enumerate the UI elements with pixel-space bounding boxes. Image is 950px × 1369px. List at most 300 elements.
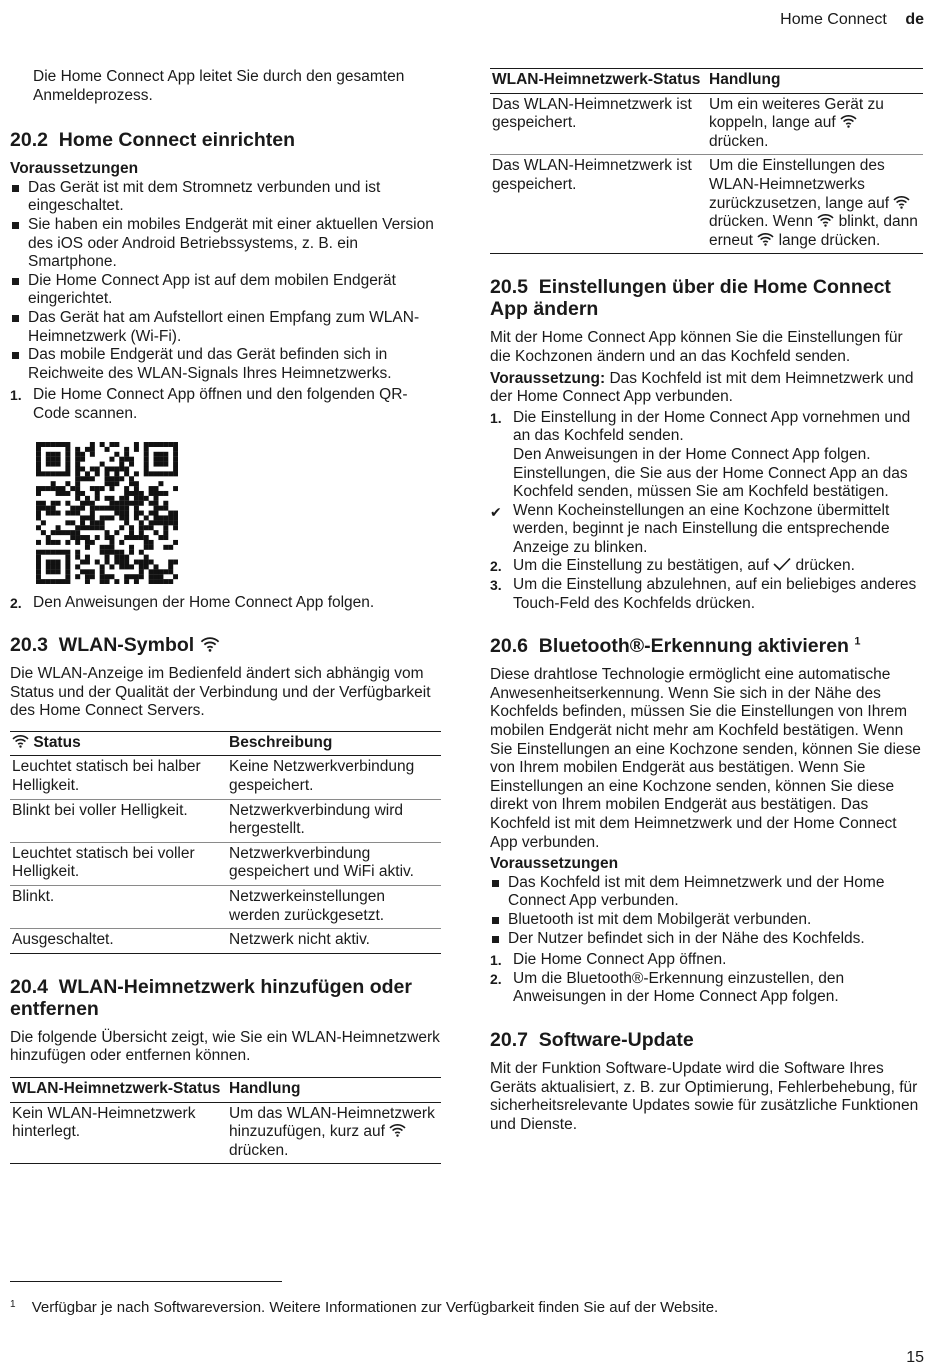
qr-module (65, 564, 70, 569)
qr-module (124, 554, 129, 559)
qr-module (36, 569, 41, 574)
qr-module (70, 505, 75, 510)
qr-module (168, 559, 173, 564)
qr-module (134, 515, 139, 520)
intro-text: Die Home Connect App leitet Sie durch den gesamten Anmeldeprozess. (33, 68, 405, 104)
qr-module (109, 442, 114, 447)
qr-module (134, 486, 139, 491)
qr-module (144, 451, 149, 456)
qr-module (90, 505, 95, 510)
qr-module (75, 471, 80, 476)
qr-module (41, 471, 46, 476)
qr-module (75, 476, 80, 481)
qr-module (149, 544, 154, 549)
qr-module (56, 549, 61, 554)
qr-module (173, 520, 178, 525)
qr-module (56, 461, 61, 466)
qr-module (119, 510, 124, 515)
qr-module (154, 579, 159, 584)
section-text: Die folgende Übersicht zeigt, wie Sie ein WLAN-Heimnetzwerk hinzufügen oder entfernen können. (10, 1028, 440, 1065)
qr-module (144, 442, 149, 447)
section-number: 20.7 (490, 1028, 528, 1051)
qr-module (60, 442, 65, 447)
step-item (10, 386, 441, 423)
qr-module (154, 520, 159, 525)
step-number: 2. (10, 594, 22, 611)
qr-module (51, 461, 56, 466)
qr-module (124, 466, 129, 471)
qr-module (51, 505, 56, 510)
qr-module (75, 461, 80, 466)
qr-module (119, 515, 124, 520)
qr-module (65, 559, 70, 564)
qr-module (75, 466, 80, 471)
qr-module (173, 451, 178, 456)
qr-module (149, 486, 154, 491)
qr-module (90, 510, 95, 515)
qr-module (75, 446, 80, 451)
qr-module (80, 525, 85, 530)
right-column (490, 68, 923, 1134)
qr-module (149, 510, 154, 515)
qr-module (149, 500, 154, 505)
qr-module (56, 456, 61, 461)
table-cell: Netzwerkverbindung wird hergestellt. (229, 801, 404, 838)
step-number: 1. (10, 387, 22, 404)
qr-module (168, 520, 173, 525)
qr-module (109, 476, 114, 481)
qr-module (144, 525, 149, 530)
step-text: Den Anweisungen der Home Connect App folgen. (33, 593, 375, 611)
qr-module (168, 510, 173, 515)
qr-module (105, 495, 110, 500)
qr-module (60, 490, 65, 495)
prerequisites-list (490, 874, 923, 948)
qr-module (65, 490, 70, 495)
qr-module (154, 456, 159, 461)
section-text: Mit der Funktion Software-Update wird die Software Ihres Geräts aktualisiert, z. B. zur Optimierung, Fehlerbehebung, für sicherheitsrelevante Updates sowie für zusätzliche Funktionen und Dienste. (490, 1059, 919, 1133)
wifi-icon (893, 195, 910, 209)
qr-module (75, 510, 80, 515)
qr-module (100, 461, 105, 466)
qr-module (124, 451, 129, 456)
qr-module (105, 471, 110, 476)
qr-module (36, 471, 41, 476)
qr-module (129, 500, 134, 505)
qr-module (95, 486, 100, 491)
qr-module (144, 515, 149, 520)
qr-module (90, 451, 95, 456)
qr-module (80, 535, 85, 540)
qr-module (65, 530, 70, 535)
qr-module (36, 442, 41, 447)
step-text: Den Anweisungen in der Home Connect App folgen. (513, 445, 871, 463)
header-brand: Home Connect (780, 11, 887, 28)
qr-module (173, 442, 178, 447)
qr-module (51, 451, 56, 456)
qr-module (173, 574, 178, 579)
qr-module (139, 495, 144, 500)
qr-module (56, 559, 61, 564)
qr-module (85, 515, 90, 520)
qr-module (158, 574, 163, 579)
steps-list (490, 409, 923, 502)
qr-module (90, 466, 95, 471)
section-title: Bluetooth®-Erkennung aktivieren (538, 635, 849, 658)
qr-module (46, 535, 51, 540)
footnote-text: Verfügbar je nach Softwareversion. Weitere Informationen zur Verfügbarkeit finden Sie auf der Website. (31, 1299, 719, 1316)
list-item: Das Kochfeld ist mit dem Heimnetzwerk und der Home Connect App verbunden. (490, 874, 923, 911)
qr-module (100, 505, 105, 510)
result-text: Wenn Kocheinstellungen an eine Kochzone übermittelt werden, beginnt je nach Einstellung die entsprechende Anzeige zu blinken. (513, 501, 890, 556)
qr-module (114, 471, 119, 476)
qr-module (90, 574, 95, 579)
cell-text: blinkt, dann erneut (709, 213, 918, 249)
step-item (490, 557, 923, 576)
qr-module (36, 466, 41, 471)
qr-module (36, 574, 41, 579)
qr-module (124, 505, 129, 510)
qr-module (36, 564, 41, 569)
table-cell (707, 93, 923, 155)
section-20-6-heading (490, 635, 923, 657)
qr-module (134, 505, 139, 510)
qr-module (114, 476, 119, 481)
qr-module (95, 495, 100, 500)
qr-module (70, 530, 75, 535)
qr-module (129, 549, 134, 554)
qr-module (154, 500, 159, 505)
checkmark-icon (773, 557, 791, 571)
qr-module (85, 574, 90, 579)
qr-module (56, 451, 61, 456)
qr-module (114, 505, 119, 510)
qr-module (41, 505, 46, 510)
qr-module (119, 539, 124, 544)
qr-module (119, 500, 124, 505)
qr-module (100, 569, 105, 574)
qr-module (134, 471, 139, 476)
qr-module (168, 564, 173, 569)
qr-module (85, 476, 90, 481)
qr-module (124, 535, 129, 540)
qr-module (46, 549, 51, 554)
qr-module (60, 530, 65, 535)
qr-module (36, 451, 41, 456)
footnote-marker: 1 (854, 635, 861, 648)
qr-module (163, 490, 168, 495)
section-20-7-heading (490, 1029, 923, 1051)
prerequisites-label: Voraussetzungen (490, 855, 619, 873)
qr-module (154, 510, 159, 515)
qr-module (168, 569, 173, 574)
qr-module (149, 520, 154, 525)
qr-module (163, 461, 168, 466)
step-number: 2. (490, 558, 502, 575)
qr-module (51, 481, 56, 486)
qr-module (51, 564, 56, 569)
qr-module (114, 451, 119, 456)
qr-module (95, 525, 100, 530)
qr-module (124, 495, 129, 500)
table-cell: Netzwerkverbindung gespeichert und WiFi aktiv. (229, 844, 414, 881)
qr-module (134, 490, 139, 495)
cell-text: Um die Einstellungen des WLAN-Heimnetzwerks zurückzusetzen, lange auf (709, 157, 890, 212)
qr-module (149, 579, 154, 584)
qr-module (109, 495, 114, 500)
qr-module (158, 451, 163, 456)
qr-module (109, 544, 114, 549)
qr-module (134, 442, 139, 447)
qr-module (129, 564, 134, 569)
qr-module (85, 525, 90, 530)
qr-module (173, 456, 178, 461)
qr-module (36, 500, 41, 505)
qr-module (168, 515, 173, 520)
qr-module (100, 520, 105, 525)
column-header-status: WLAN-Heimnetzwerk-Status (12, 1080, 221, 1097)
table-cell (707, 155, 923, 254)
qr-module (65, 510, 70, 515)
qr-module (144, 495, 149, 500)
qr-module (46, 539, 51, 544)
qr-module (149, 569, 154, 574)
qr-module (173, 510, 178, 515)
qr-module (149, 574, 154, 579)
qr-module (75, 525, 80, 530)
prerequisite-text: Das Kochfeld ist mit dem Heimnetzwerk und der Home Connect App verbunden. (490, 369, 914, 406)
qr-module (139, 535, 144, 540)
qr-module (46, 569, 51, 574)
qr-module (163, 535, 168, 540)
table-cell: Das WLAN-Heimnetzwerk ist gespeichert. (492, 95, 692, 132)
qr-module (80, 569, 85, 574)
qr-module (56, 539, 61, 544)
qr-module (51, 442, 56, 447)
steps-list (490, 951, 923, 1007)
qr-module (124, 515, 129, 520)
qr-module (36, 510, 41, 515)
section-title: Einstellungen über die Home Connect App ändern (490, 276, 891, 321)
page-header (780, 11, 924, 30)
qr-module (124, 574, 129, 579)
qr-module (134, 510, 139, 515)
qr-module (154, 495, 159, 500)
qr-module (51, 456, 56, 461)
qr-module (65, 471, 70, 476)
qr-module (163, 456, 168, 461)
table-cell: Blinkt bei voller Helligkeit. (12, 801, 188, 819)
qr-module (119, 554, 124, 559)
qr-module (75, 505, 80, 510)
qr-module (56, 579, 61, 584)
qr-module (65, 466, 70, 471)
step-item (490, 409, 923, 502)
qr-module (51, 539, 56, 544)
qr-module (144, 539, 149, 544)
table-cell: Das WLAN-Heimnetzwerk ist gespeichert. (492, 157, 692, 193)
qr-module (144, 554, 149, 559)
qr-module (154, 451, 159, 456)
qr-module (75, 564, 80, 569)
qr-module (100, 564, 105, 569)
qr-module (173, 515, 178, 520)
qr-module (109, 539, 114, 544)
qr-module (65, 520, 70, 525)
qr-module (129, 456, 134, 461)
qr-module (144, 535, 149, 540)
table-cell: Leuchtet statisch bei voller Helligkeit. (12, 844, 195, 881)
qr-module (129, 535, 134, 540)
qr-module (46, 471, 51, 476)
qr-module (75, 535, 80, 540)
qr-module (139, 574, 144, 579)
qr-module (51, 486, 56, 491)
list-item: Der Nutzer befindet sich in der Nähe des Kochfelds. (490, 930, 923, 949)
qr-module (119, 495, 124, 500)
qr-module (119, 456, 124, 461)
qr-module (51, 510, 56, 515)
qr-module (139, 569, 144, 574)
step-number: 1. (490, 952, 502, 969)
qr-module (51, 569, 56, 574)
qr-module (119, 476, 124, 481)
qr-module (114, 500, 119, 505)
qr-module (80, 466, 85, 471)
qr-module (158, 505, 163, 510)
qr-module (114, 549, 119, 554)
qr-module (65, 500, 70, 505)
step-text: Um die Bluetooth®-Erkennung einzustellen, den Anweisungen in der Home Connect App folgen. (513, 969, 845, 1006)
qr-module (149, 442, 154, 447)
qr-module (105, 481, 110, 486)
qr-module (163, 569, 168, 574)
qr-module (139, 559, 144, 564)
prerequisite-label: Voraussetzung: (490, 369, 606, 387)
qr-module (114, 530, 119, 535)
qr-module (109, 456, 114, 461)
step-text: Um die Einstellung zu bestätigen, auf (513, 557, 769, 575)
qr-module (75, 456, 80, 461)
wifi-icon (12, 734, 29, 748)
wifi-icon (817, 213, 834, 227)
qr-module (129, 574, 134, 579)
qr-module (56, 471, 61, 476)
qr-module (114, 510, 119, 515)
table-cell: Blinkt. (12, 888, 55, 906)
qr-module (105, 515, 110, 520)
column-header-label: Status (33, 733, 81, 751)
qr-module (158, 481, 163, 486)
qr-module (85, 535, 90, 540)
qr-module (149, 471, 154, 476)
qr-module (114, 466, 119, 471)
qr-module (65, 539, 70, 544)
qr-module (41, 500, 46, 505)
qr-module (65, 549, 70, 554)
section-number: 20.2 (10, 129, 48, 152)
qr-module (173, 486, 178, 491)
qr-module (158, 456, 163, 461)
qr-module (149, 559, 154, 564)
qr-module (85, 559, 90, 564)
qr-module (90, 520, 95, 525)
qr-module (80, 559, 85, 564)
step-text: Die Home Connect App öffnen und den folgenden QR-Code scannen. (33, 386, 408, 422)
qr-module (80, 520, 85, 525)
qr-module (109, 574, 114, 579)
qr-module (139, 564, 144, 569)
qr-module (173, 466, 178, 471)
qr-module (56, 564, 61, 569)
cell-text: Um das WLAN-Heimnetzwerk hinzuzufügen, kurz auf (229, 1104, 435, 1141)
qr-module (105, 535, 110, 540)
qr-module (105, 549, 110, 554)
qr-module (70, 520, 75, 525)
qr-module (119, 505, 124, 510)
qr-module (60, 549, 65, 554)
step-item (10, 594, 441, 613)
qr-module (144, 466, 149, 471)
qr-module (36, 579, 41, 584)
qr-module (105, 530, 110, 535)
qr-module (100, 515, 105, 520)
qr-module (168, 579, 173, 584)
step-text: Einstellungen, die Sie aus der Home Connect App an das Kochfeld senden, müssen Sie am Kochfeld bestätigen. (513, 464, 908, 501)
prerequisites-label: Voraussetzungen (10, 160, 139, 178)
section-title: Home Connect einrichten (58, 129, 295, 152)
qr-module (158, 535, 163, 540)
qr-module (56, 530, 61, 535)
qr-module (154, 486, 159, 491)
qr-module (36, 539, 41, 544)
qr-module (41, 520, 46, 525)
qr-module (36, 505, 41, 510)
qr-module (105, 466, 110, 471)
qr-module (85, 471, 90, 476)
qr-module (85, 579, 90, 584)
table-header-row (10, 731, 441, 756)
qr-module (56, 569, 61, 574)
qr-module (75, 481, 80, 486)
qr-module (163, 520, 168, 525)
qr-module (173, 461, 178, 466)
table-row (10, 886, 441, 929)
qr-module (109, 564, 114, 569)
qr-module (124, 500, 129, 505)
qr-module (80, 515, 85, 520)
qr-module (75, 574, 80, 579)
wlan-network-table (10, 1077, 441, 1164)
qr-module (65, 451, 70, 456)
table-header-row (490, 69, 923, 94)
qr-module (80, 490, 85, 495)
qr-module (51, 530, 56, 535)
qr-module (36, 446, 41, 451)
section-20-5-heading (490, 276, 923, 320)
qr-module (109, 500, 114, 505)
qr-module (95, 490, 100, 495)
step-number: 1. (490, 409, 502, 426)
result-item (490, 502, 923, 558)
qr-module (75, 539, 80, 544)
qr-module (154, 564, 159, 569)
qr-module (119, 461, 124, 466)
page-number: 15 (906, 1349, 924, 1366)
qr-module (158, 471, 163, 476)
qr-module (80, 505, 85, 510)
table-cell: Ausgeschaltet. (12, 931, 114, 949)
